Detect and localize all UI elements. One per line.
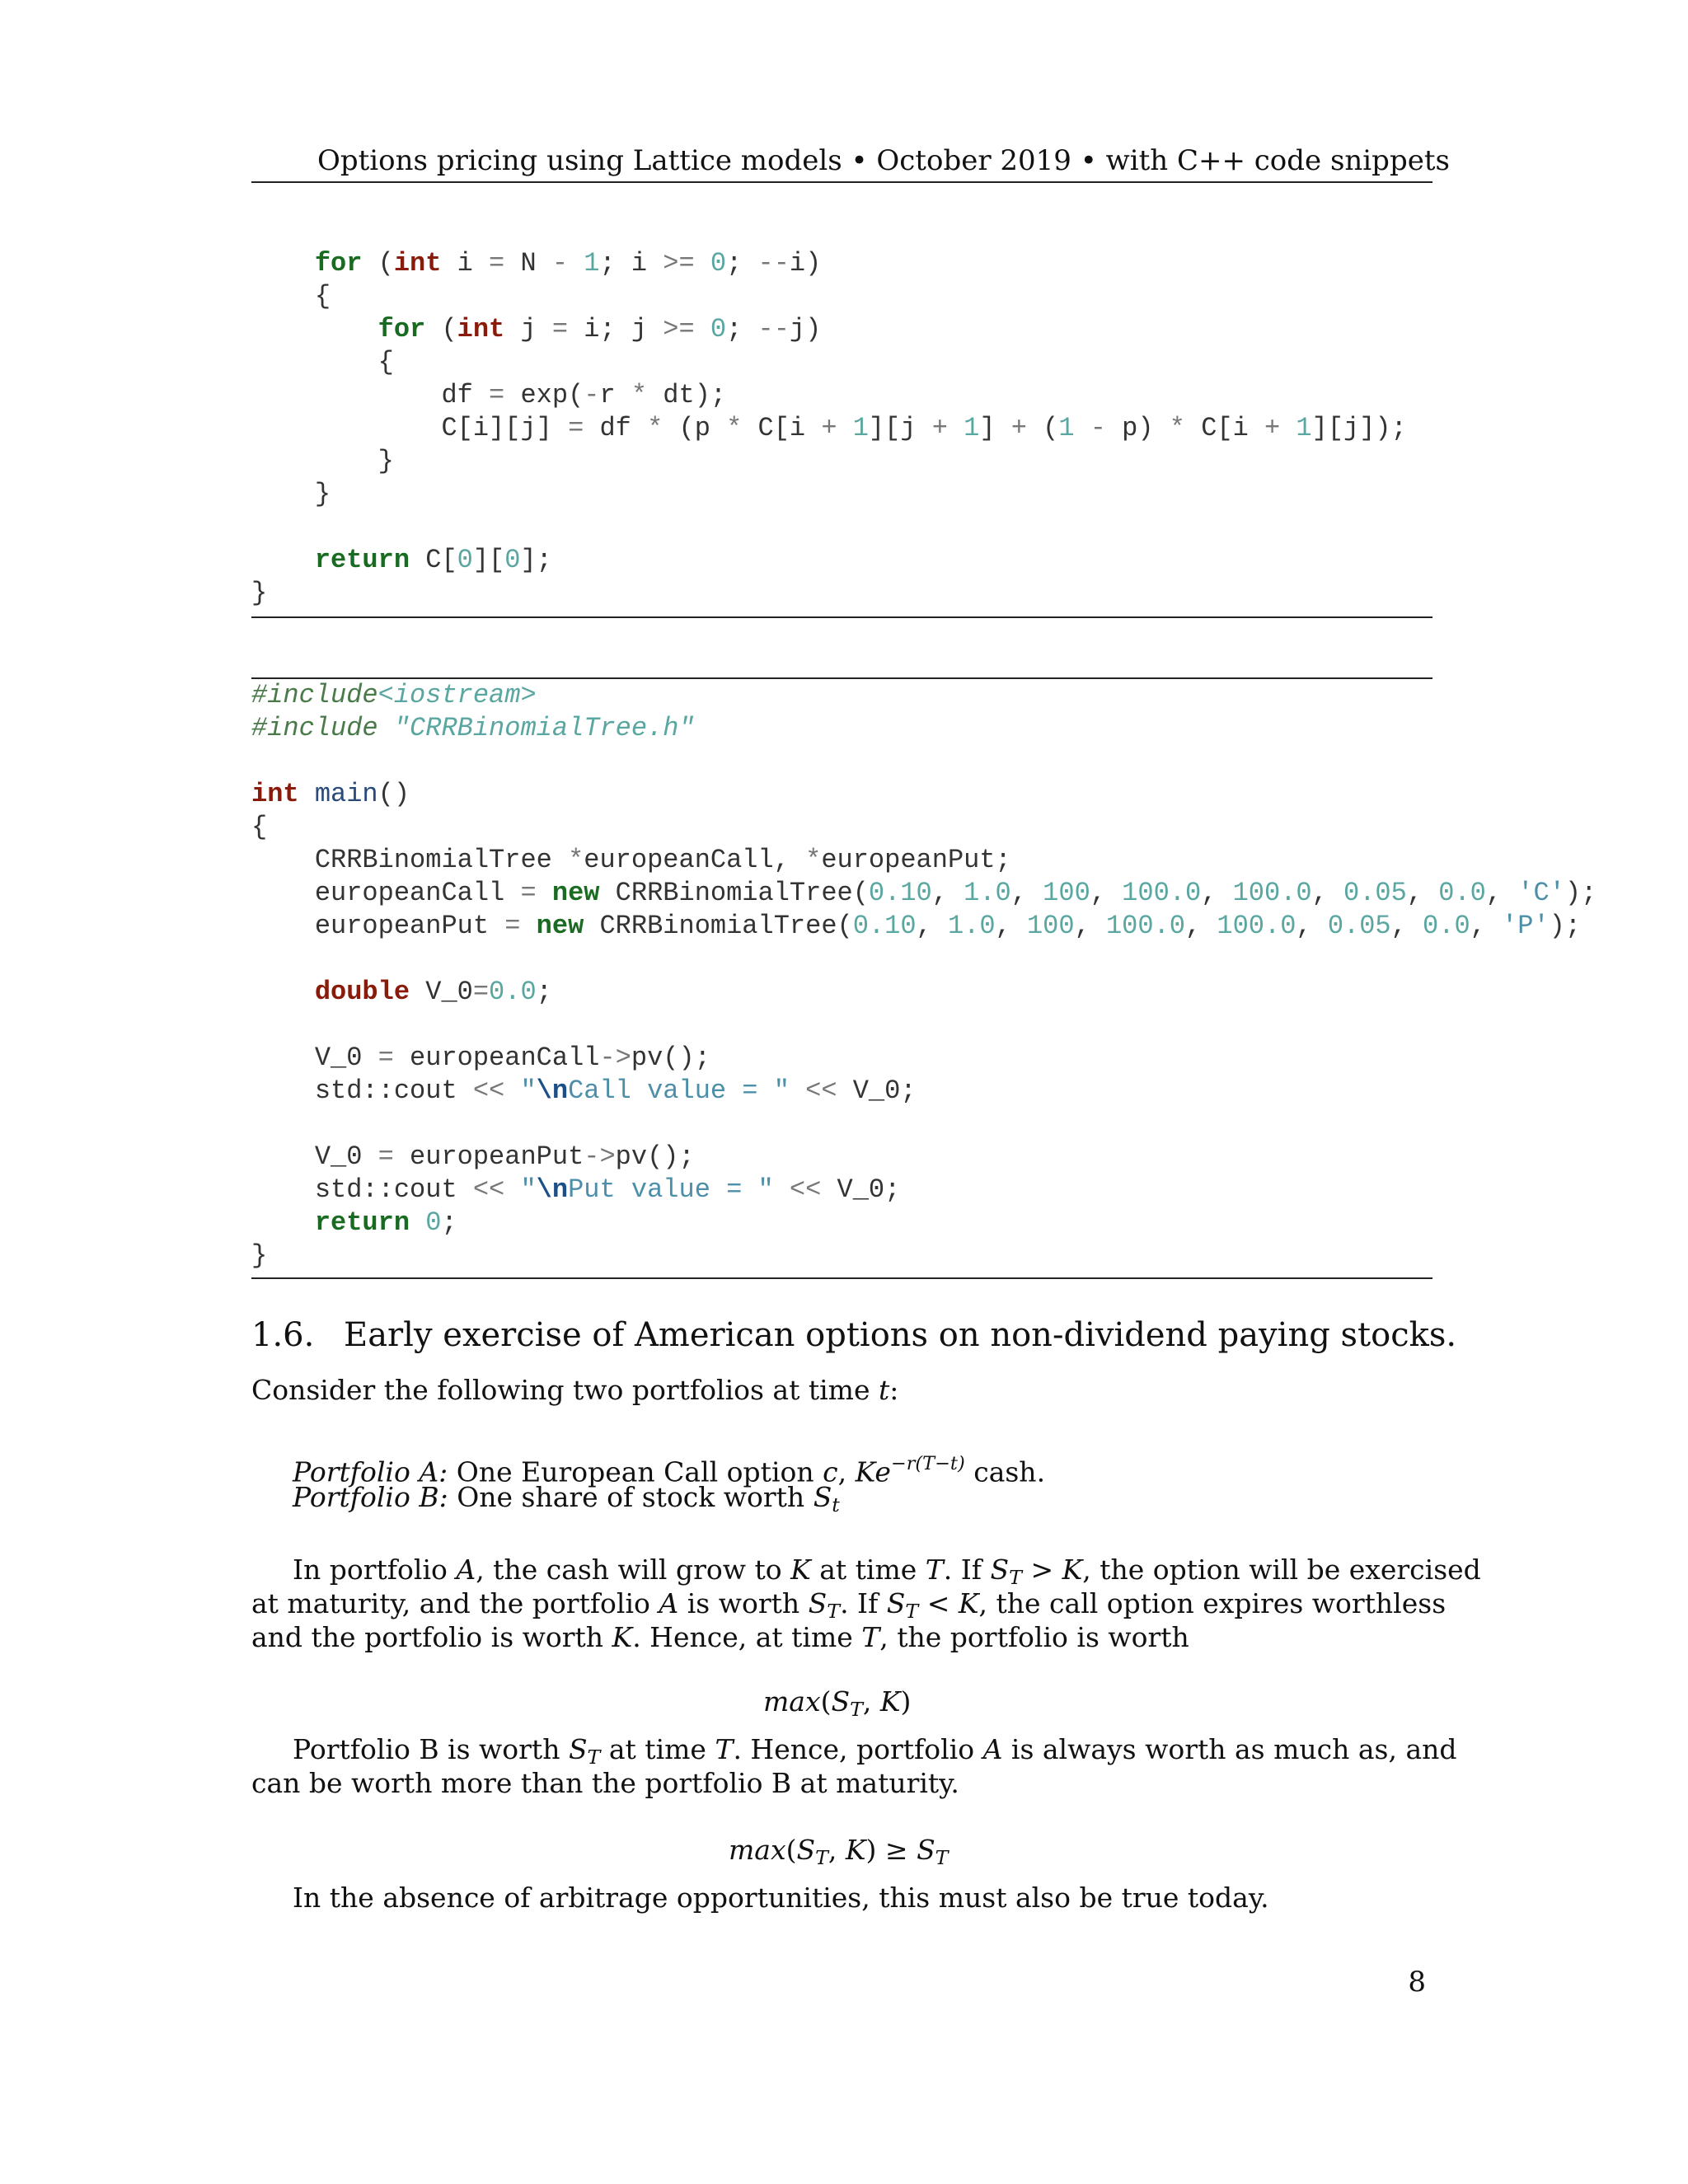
section-number: 1.6. [251,1316,315,1354]
portfolio-a-label: Portfolio A: [293,1455,448,1488]
section-title: Early exercise of American options on non-dividend paying stocks. [344,1316,1457,1354]
code-line: double V_0=0.0; [314,977,552,1007]
code-line: int main() [251,779,410,809]
paragraph-line: can be worth more than the portfolio B at maturity. [251,1767,959,1799]
code-line: #include "CRRBinomialTree.h" [251,713,695,743]
code-line: for (int j = i; j >= 0; --j) [377,314,822,344]
code-line: } [251,479,331,509]
header-text [317,144,1450,177]
paragraph-line: and the portfolio is worth K. Hence, at time T, the portfolio is worth [251,1621,1189,1653]
paragraph-line: Portfolio B is worth $S_T$ at time T. Hence, portfolio A is always worth as much as, and [293,1733,1457,1769]
code-line: europeanCall = new CRRBinomialTree(0.10, 1.0, 100, 100.0, 100.0, 0.05, 0.0, 'C'); [251,878,1597,908]
code-line: V_0 = europeanCall->pv(); [251,1043,710,1073]
page-number: 8 [1408,1966,1426,1999]
code-line: df = exp(-r * dt); [251,380,727,410]
intro-var: t [878,1374,890,1406]
portfolio-a: Portfolio A: One European Call option c, $Ke^{-r(T-t)}$ cash. [293,1453,1046,1488]
header-subtitle: with C++ code snippets [1105,144,1450,177]
code-line: { [251,347,394,377]
portfolio-b: Portfolio B: One share of stock worth $S_t$ [293,1481,840,1516]
code-line: std::cout << "\nCall value = " << V_0; [251,1076,917,1106]
portfolio-b-label: Portfolio B: [293,1481,448,1513]
code-line: { [251,281,331,312]
running-header [251,140,1450,183]
portfolio-b-text: One share of stock worth [457,1481,805,1513]
portfolio-a-text: One European Call option [456,1455,814,1488]
equation-inequality: $\max(S_T$, $K) \ge S_T$ [729,1834,949,1869]
code-line: } [251,578,268,608]
code-line: V_0 = europeanPut->pv(); [251,1141,695,1172]
conclusion-line [293,1881,1269,1915]
header-date: October 2019 [876,144,1071,177]
code-line: for (int i = N - 1; i >= 0; --i) [314,248,822,279]
code-line: { [251,812,268,842]
paragraph-line: at maturity, and the portfolio A is worth $S_T$. If $S_T < K$, the call option expires worthless [251,1587,1447,1623]
code-line: europeanPut = new CRRBinomialTree(0.10, 1.0, 100, 100.0, 100.0, 0.05, 0.0, 'P'); [251,911,1582,941]
header-title: Options pricing using Lattice models [317,144,842,177]
header-bullet: • [851,144,868,177]
code-line: } [251,1240,268,1271]
portfolio-a-tail: cash. [973,1455,1046,1488]
equation-max: $\max(S_T$, K) [763,1685,912,1721]
paragraph-line: In portfolio A, the cash will grow to K at time T. If $S_T > K$, the option will be exercised [293,1554,1481,1589]
intro-paragraph: Consider the following two portfolios at time t: [251,1374,899,1406]
conclusion-text: In the absence of arbitrage opportunities, this must also be true today. [293,1882,1269,1914]
code-line: std::cout << "\nPut value = " << V_0; [251,1174,901,1205]
code-line: } [251,446,394,476]
code-line: CRRBinomialTree *europeanCall, *europeanPut; [251,845,1011,875]
code-line: C[i][j] = df * (p * C[i + 1][j + 1] + (1 - p) * C[i + 1][j]); [251,413,1407,443]
code-line: #include<iostream> [251,680,537,710]
code-rule-bottom [251,616,1432,618]
section-heading [251,1316,1456,1354]
code-line: return 0; [314,1207,457,1238]
code-rule-bottom [251,1277,1432,1279]
header-bullet: • [1080,144,1097,177]
intro-text: Consider the following two portfolios at time [251,1374,870,1406]
code-line: return C[0][0]; [314,545,552,575]
